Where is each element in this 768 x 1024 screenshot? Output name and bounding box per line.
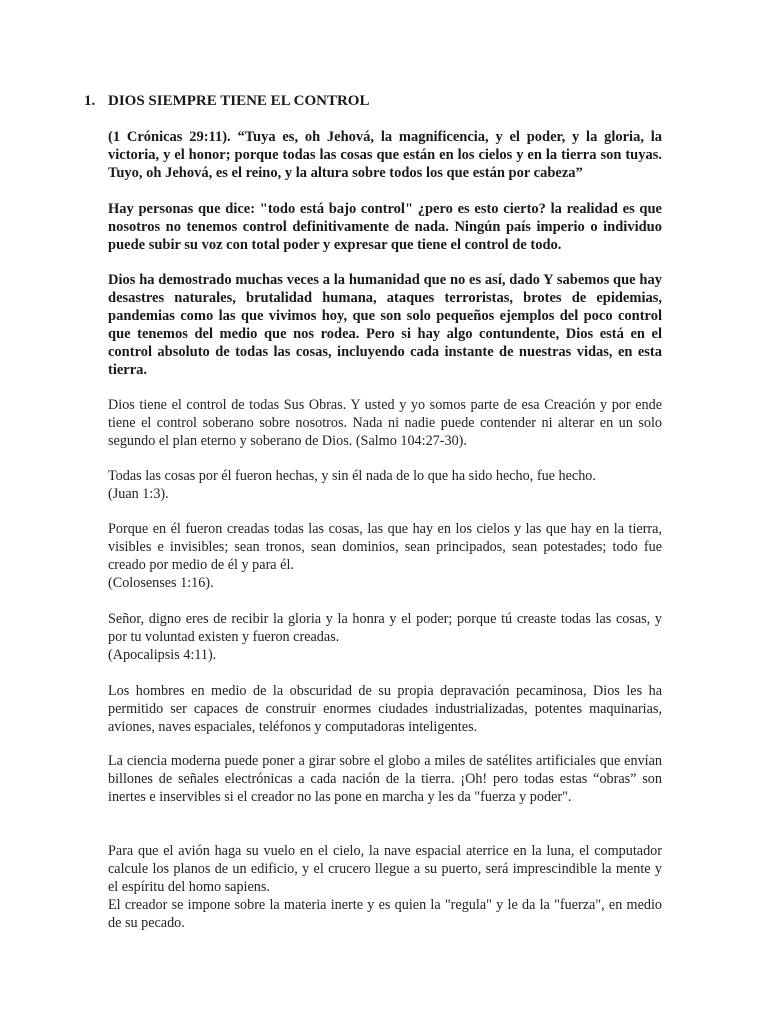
reference-line: (Juan 1:3). — [108, 486, 169, 502]
science-paragraph — [108, 752, 662, 806]
john-paragraph — [108, 467, 662, 503]
paragraph-line: La ciencia moderna puede poner a girar sobre el globo a miles de satélites artificiales que envían billones de señales electrónicas a cada nación de la tierra. ¡Oh! pero todas estas “obras” son inertes e inservibles si el creador no las pone en marcha y les da "fuerza y poder". — [108, 753, 662, 805]
paragraph-line: Señor, digno eres de recibir la gloria y la honra y el poder; porque tú creaste todas las cosas, y por tu voluntad existen y fueron creadas. — [108, 611, 662, 645]
paragraph-line: (1 Crónicas 29:11). “Tuya es, oh Jehová, la magnificencia, y el poder, y la gloria, la victoria, y el honor; porque todas las cosas que están en los cielos y en la tierra son tuyas. Tuyo, oh Jehová, es el reino, y la altura sobre todos los que están por cabeza” — [108, 129, 662, 181]
paragraph-line: Hay personas que dice: "todo está bajo control" ¿pero es esto cierto? la realidad es que nosotros no tenemos control definitivamente de nada. Ningún país imperio o individuo puede subir su voz con total poder y expresar que tiene el control de todo. — [108, 201, 662, 253]
reference-line: (Apocalipsis 4:11). — [108, 647, 217, 663]
paragraph-line: Todas las cosas por él fueron hechas, y sin él nada de lo que ha sido hecho, fue hecho. — [108, 468, 596, 484]
control-question-paragraph — [108, 200, 662, 254]
paragraph-line: El creador se impone sobre la materia inerte y es quien la "regula" y le da la "fuerza", en medio de su pecado. — [108, 897, 662, 931]
scripture-quote-paragraph — [108, 128, 662, 182]
reference-line: (Colosenses 1:16). — [108, 575, 214, 591]
paragraph-line: Dios tiene el control de todas Sus Obras. Y usted y yo somos parte de esa Creación y por ende tiene el control soberano sobre nosotros. Nada ni nadie puede contender ni alterar en un solo segundo el plan eterno y soberano de Dios. (Salmo 104:27-30). — [108, 397, 662, 449]
paragraph-line: Dios ha demostrado muchas veces a la humanidad que no es así, dado Y sabemos que hay desastres naturales, brutalidad humana, ataques terroristas, brotes de epidemias, pandemias como las que vivimos hoy, que son solo pequeños ejemplos del poco control que tenemos del medio que nos rodea. Pero si hay algo contundente, Dios está en el control absoluto de todas las cosas, incluyendo cada instante de nuestras vidas, en esta tierra. — [108, 272, 662, 378]
heading-number: 1. — [84, 93, 96, 109]
paragraph-line: Los hombres en medio de la obscuridad de su propia depravación pecaminosa, Dios les ha permitido ser capaces de construir enormes ciudades industrializadas, potentes maquinarias, aviones, naves espaciales, teléfonos y computadoras inteligentes. — [108, 683, 662, 735]
human-works-paragraph — [108, 682, 662, 736]
works-paragraph — [108, 396, 662, 450]
colossians-paragraph — [108, 520, 662, 592]
heading-title: DIOS SIEMPRE TIENE EL CONTROL — [108, 93, 370, 109]
revelation-paragraph — [108, 610, 662, 664]
creator-paragraph — [108, 842, 662, 932]
section-heading — [84, 92, 684, 111]
paragraph-line: Para que el avión haga su vuelo en el cielo, la nave espacial aterrice en la luna, el computador calcule los planos de un edificio, y el crucero llegue a su puerto, será imprescindible la mente y el espíritu del homo sapiens. — [108, 843, 662, 895]
paragraph-line: Porque en él fueron creadas todas las cosas, las que hay en los cielos y las que hay en la tierra, visibles e invisibles; sean tronos, sean dominios, sean principados, sean potestades; todo fue creado por medio de él y para él. — [108, 521, 662, 573]
humanity-paragraph — [108, 271, 662, 379]
